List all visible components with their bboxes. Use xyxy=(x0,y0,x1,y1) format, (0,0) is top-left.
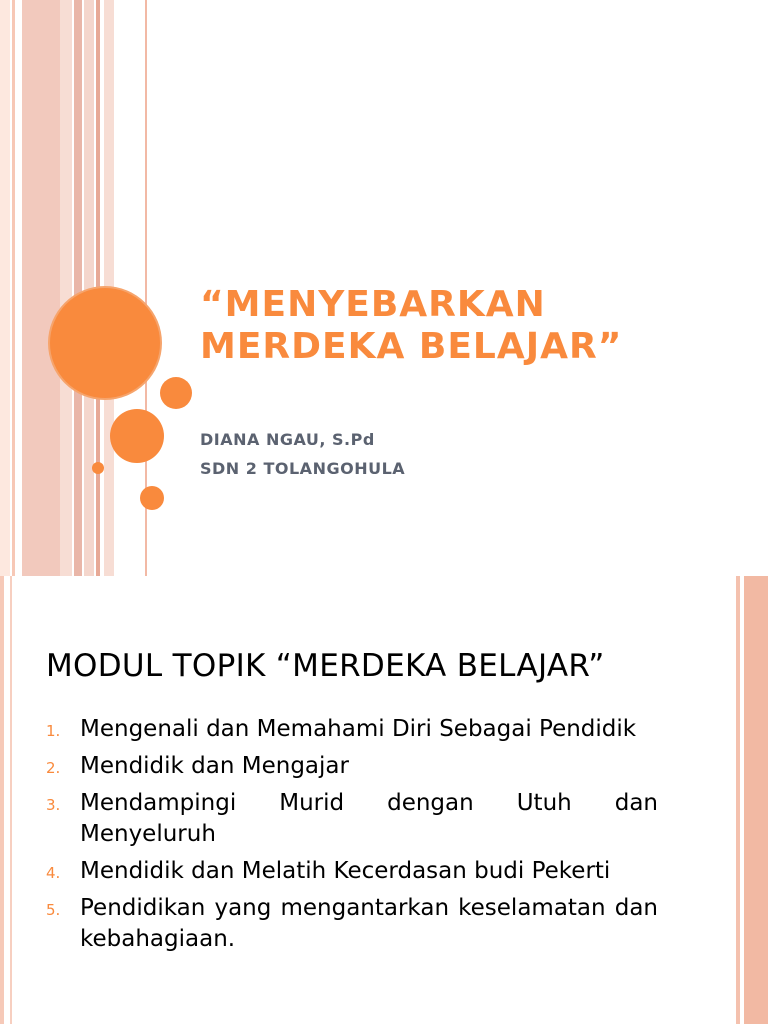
decorative-stripe xyxy=(84,0,94,576)
list-item xyxy=(44,788,658,850)
list-number: 4. xyxy=(46,864,61,882)
list-item xyxy=(44,893,658,955)
list-text: Mendampingi Murid dengan Utuh dan Menyeluruh xyxy=(80,790,658,847)
list-item xyxy=(44,856,658,887)
decorative-stripe xyxy=(74,0,82,576)
decorative-circle-tiny xyxy=(92,462,104,474)
content-slide xyxy=(0,576,768,1024)
list-text: Pendidikan yang mengantarkan keselamatan dan kebahagiaan. xyxy=(80,895,658,952)
list-text: Mendidik dan Melatih Kecerdasan budi Pekerti xyxy=(80,858,611,884)
slide-title: “MENYEBARKAN MERDEKA BELAJAR” xyxy=(200,284,623,367)
decorative-circle-large xyxy=(50,288,160,398)
decorative-circle-medium xyxy=(110,409,164,463)
decorative-stripe xyxy=(60,0,72,576)
decorative-stripe xyxy=(12,0,15,576)
decorative-stripe xyxy=(0,0,10,576)
slide-subtitle xyxy=(200,425,700,483)
decorative-stripe xyxy=(10,576,12,1024)
list-number: 5. xyxy=(46,901,61,919)
decorative-stripe xyxy=(22,0,60,576)
list-text: Mendidik dan Mengajar xyxy=(80,753,349,779)
list-text: Mengenali dan Memahami Diri Sebagai Pendidik xyxy=(80,716,637,742)
decorative-stripe xyxy=(736,576,740,1024)
topic-list xyxy=(44,714,658,961)
list-number: 2. xyxy=(46,759,61,777)
decorative-stripe xyxy=(0,576,4,1024)
decorative-circle-small xyxy=(140,486,164,510)
list-item xyxy=(44,714,658,745)
slide-heading: MODUL TOPIK “MERDEKA BELAJAR” xyxy=(46,648,605,684)
school-name: SDN 2 TOLANGOHULA xyxy=(200,459,406,478)
decorative-stripe xyxy=(744,576,768,1024)
list-number: 3. xyxy=(46,796,61,814)
author-name: DIANA NGAU, S.Pd xyxy=(200,430,375,449)
list-item xyxy=(44,751,658,782)
decorative-circle-small xyxy=(160,377,192,409)
list-number: 1. xyxy=(46,722,61,740)
